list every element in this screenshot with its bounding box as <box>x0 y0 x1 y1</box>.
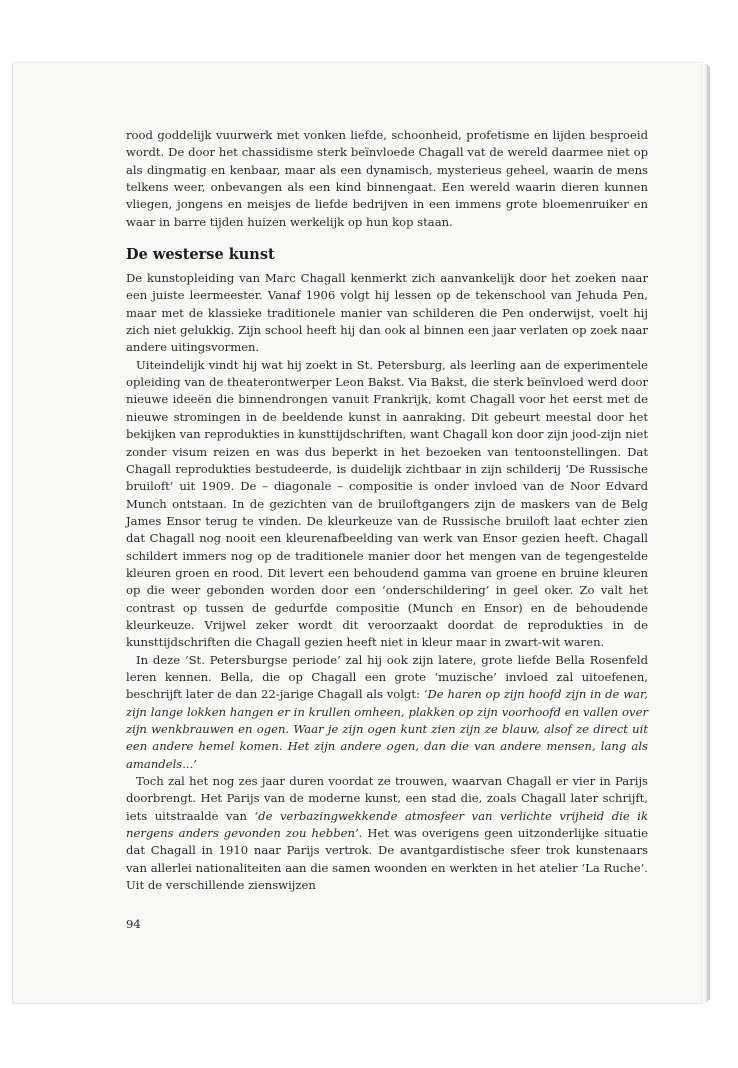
paragraph <box>126 127 648 231</box>
page-edge-shadow <box>707 66 710 1000</box>
paragraph <box>126 127 648 231</box>
paragraph-group <box>126 270 648 894</box>
page-number: 94 <box>126 917 141 931</box>
paragraph <box>126 773 648 894</box>
text-run: rood goddelijk vuurwerk met vonken liefde, schoonheid, profetisme en lijden besproeid wordt. De door het chassidisme sterk beïnvloede Chagall vat de wereld daarmee niet op als dingmatig en kenbaar, maar als een dynamisch, mysterieus geheel, waarin de mens telkens weer, onbevangen als een kind binnengaat. Een wereld waarin dieren kunnen vliegen, jongens en meisjes de liefde bedrijven in een immens grote bloemenruiker en waar in barre tijden huizen werkelijk op hun kop staan. <box>126 128 648 229</box>
section-heading: De westerse kunst <box>126 246 275 264</box>
text-run: De kunstopleiding van Marc Chagall kenmerkt zich aanvankelijk door het zoeken naar een juiste leermeester. Vanaf 1906 volgt hij lessen op de tekenschool van Jehuda Pen, maar met de klassieke traditionele manier van schilderen die Pen onderwijst, voelt hij zich niet gelukkig. Zijn school heeft hij dan ook al binnen een jaar verlaten op zoek naar andere uitingsvormen. <box>126 271 648 355</box>
italic-quote: ‘de verbazingwekkende atmosfeer van verlichte vrijheid die ik nergens anders gevonden zou hebben’ <box>126 808 649 841</box>
text-run: . Het was overigens geen uitzonderlijke situatie dat Chagall in 1910 naar Parijs vertrok. De avantgardistische sfeer trok kunstenaars van allerlei nationaliteiten aan die samen woonden en werkten in het atelier ‘La Ruche’. Uit de verschillende zienswijzen <box>126 826 649 893</box>
text-run: In deze ‘St. Petersburgse periode’ zal hij ook zijn latere, grote liefde Bella Rosenfeld leren kennen. Bella, die op Chagall een grote ‘muzische’ invloed zal uitoefenen, beschrijft later de dan 22-jarige Chagall als volgt: <box>126 652 648 702</box>
italic-quote: ‘De haren op zijn hoofd zijn in de war, zijn lange lokken hangen er in krullen omheen, plakken op zijn voorhoofd en vallen over zijn wenkbrauwen en ogen. Waar je zijn ogen kunt zien zijn ze blauw, alsof ze direct uit een andere hemel komen. Het zijn andere ogen, dan die van andere mensen, lang als amandels...’ <box>126 687 648 771</box>
text-run: Uiteindelijk vindt hij wat hij zoekt in St. Petersburg, als leerling aan de experimentele opleiding van de theaterontwerper Leon Bakst. Via Bakst, die sterk beïnvloed werd door nieuwe ideeën die binnendrongen vanuit Frankrijk, komt Chagall voor het eerst met de nieuwe stromingen in de beeldende kunst in aanraking. Dit gebeurt meestal door het bekijken van reprodukties in kunsttijdschriften, want Chagall kon door zijn jood-zijn niet zonder visum reizen en was dus beperkt in het bezoeken van tentoonstellingen. Dat Chagall reprodukties bestudeerde, is duidelijk zichtbaar in zijn schilderij ‘De Russische bruiloft’ uit 1909. De – diagonale – compositie is onder invloed van de Noor Edvard Munch ontstaan. In de gezichten van de bruiloftgangers zijn de maskers van de Belg James Ensor terug te vinden. De kleurkeuze van de Russische bruiloft laat echter zien dat Chagall nog nooit een kleurenafbeelding van werk van Ensor gezien heeft. Chagall schildert immers nog op de traditionele manier door het mengen van de tegengestelde kleuren groen en rood. Dit levert een behoudend gamma van groene en bruine kleuren op die weer gebonden worden door een ‘onderschildering’ in geel oker. Zo valt het contrast op tussen de gedurfde compositie (Munch en Ensor) en de behoudende kleurkeuze. Vrijwel zeker wordt dit veroorzaakt doordat de reprodukties in de kunsttijdschriften die Chagall gezien heeft niet in kleur maar in zwart-wit waren. <box>126 357 648 650</box>
text-run: Toch zal het nog zes jaar duren voordat ze trouwen, waarvan Chagall er vier in Parijs doorbrengt. Het Parijs van de moderne kunst, een stad die, zoals Chagall later schrijft, iets uitstraalde van <box>126 774 648 823</box>
paragraph <box>126 270 648 357</box>
paragraph <box>126 652 648 773</box>
paragraph <box>126 357 648 652</box>
page-body <box>126 127 648 894</box>
